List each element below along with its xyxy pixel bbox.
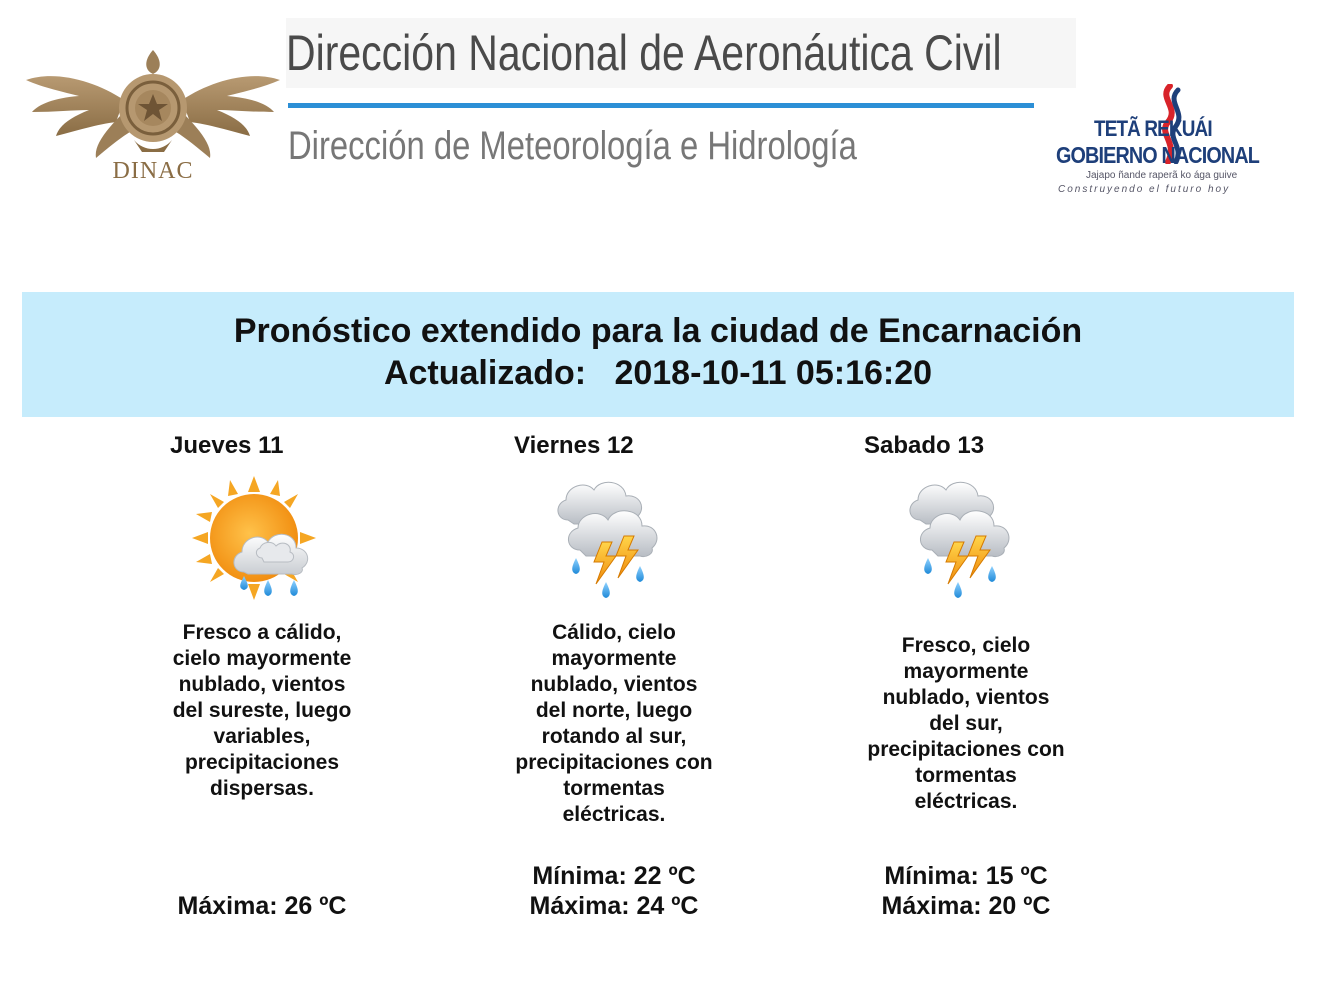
gov-logo-line3: Jajapo ñande raperã ko ága guive (1086, 170, 1238, 181)
sun-cloud-rain-icon (192, 476, 332, 616)
day-max-temp: Máxima: 26 ºC (177, 892, 347, 920)
day-name: Sabado 13 (864, 432, 985, 459)
day-name: Jueves 11 (170, 432, 284, 459)
dinac-label: DINAC (112, 158, 194, 184)
updated-separator (596, 354, 605, 392)
updated-value: 2018-10-11 05:16:20 (614, 354, 933, 392)
updated-label: Actualizado: (383, 354, 587, 392)
agency-title: Dirección Nacional de Aeronáutica Civil (286, 25, 1002, 81)
forecast-updated (22, 354, 1294, 393)
forecast-banner (22, 292, 1294, 417)
storm-cloud-rain-icon (902, 476, 1042, 616)
gov-logo-line1: TETÃ REKUÁI (1094, 116, 1212, 141)
agency-subtitle: Dirección de Meteorología e Hidrología (288, 124, 857, 168)
day-name: Viernes 12 (514, 432, 634, 459)
gov-logo-line4: Construyendo el futuro hoy (1058, 184, 1231, 195)
day-description: Fresco, cielo mayormente nublado, vientos del sur, precipitaciones con tormentas eléctricas. (867, 634, 1065, 813)
forecast-title: Pronóstico extendido para la ciudad de Encarnación (233, 312, 1083, 350)
storm-cloud-rain-icon (550, 476, 690, 616)
day-min-temp: Mínima: 15 ºC (884, 862, 1048, 890)
title-divider (288, 103, 1034, 108)
government-logo (1050, 84, 1290, 200)
day-description: Cálido, cielo mayormente nublado, vientos del norte, luego rotando al sur, precipitaciones con tormentas eléctricas. (515, 621, 713, 826)
day-description: Fresco a cálido, cielo mayormente nublado, vientos del sureste, luego variables, precipitaciones dispersas. (172, 621, 352, 800)
agency-title-box (286, 18, 1076, 88)
gov-logo-line2: GOBIERNO NACIONAL (1056, 142, 1259, 168)
day-max-temp: Máxima: 20 ºC (881, 892, 1051, 920)
day-min-temp: Mínima: 22 ºC (532, 862, 696, 890)
day-max-temp: Máxima: 24 ºC (529, 892, 699, 920)
